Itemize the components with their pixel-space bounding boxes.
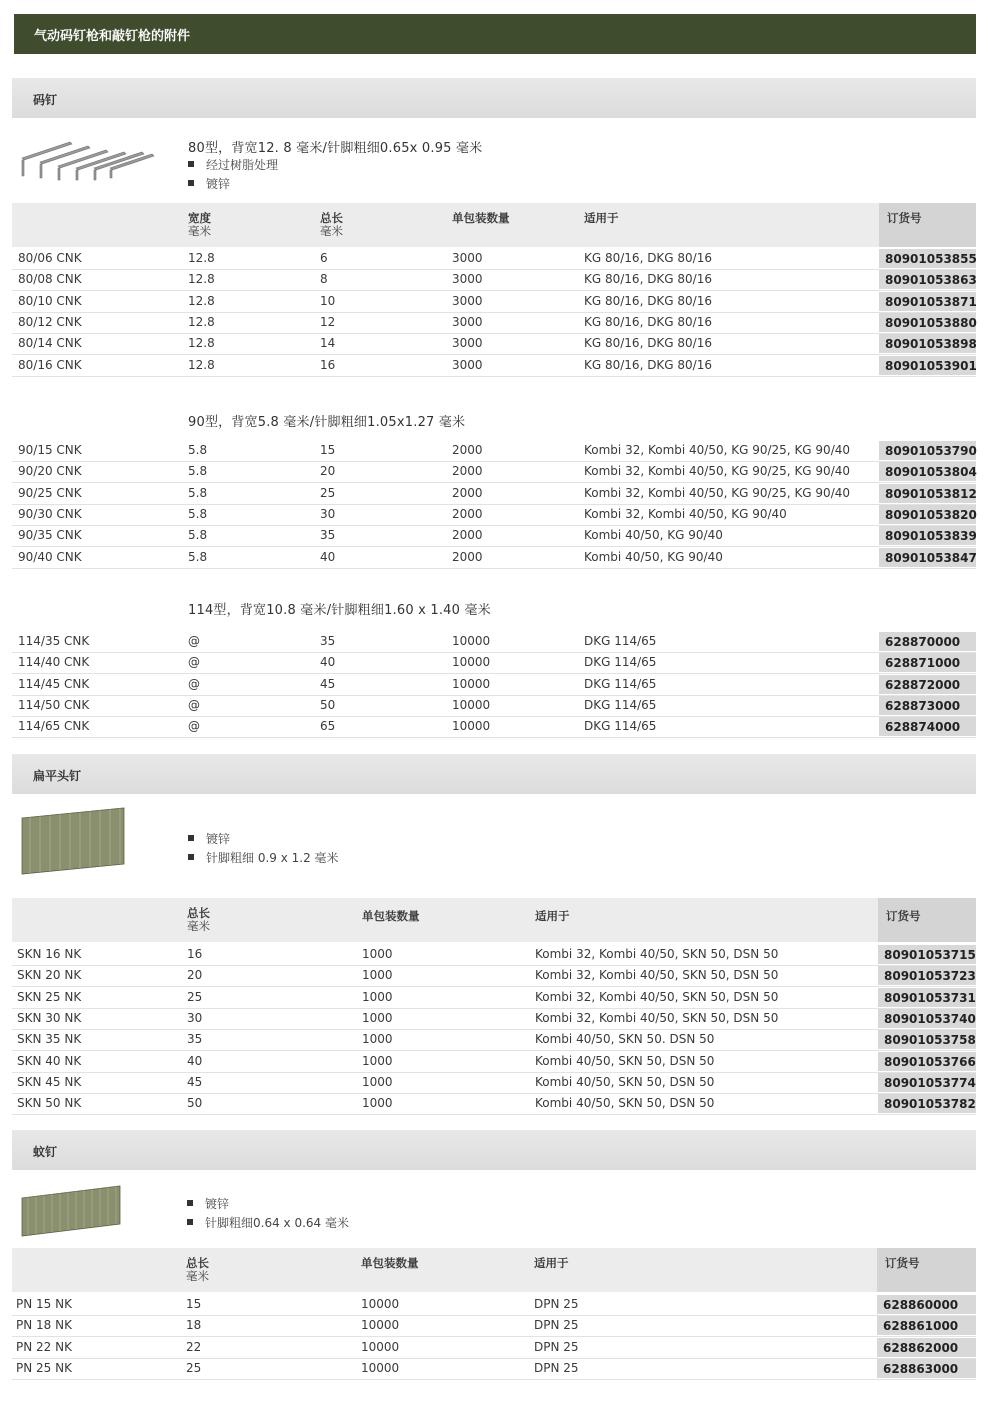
table-row <box>12 1093 976 1115</box>
col-header-width: 宽度 毫米 <box>188 211 211 238</box>
cell-fits: Kombi 32, Kombi 40/50, SKN 50, DSN 50 <box>535 989 779 1004</box>
table-row <box>12 483 976 505</box>
order-number: 80901053774 <box>878 1073 976 1092</box>
order-number: 628861000 <box>877 1316 976 1335</box>
order-number: 80901053790 <box>879 441 976 460</box>
cell-width: 5.8 <box>188 485 208 500</box>
order-number: 80901053839 <box>879 526 976 545</box>
cell-pack: 3000 <box>452 272 483 287</box>
cell-name: 90/40 CNK <box>18 549 82 564</box>
cell-length: 20 <box>187 968 203 983</box>
cell-pack: 3000 <box>452 314 483 329</box>
cell-pack: 10000 <box>452 719 491 734</box>
cell-pack: 1000 <box>362 1096 393 1111</box>
order-number: 628870000 <box>879 632 976 651</box>
table-row <box>12 674 976 696</box>
cell-fits: DKG 114/65 <box>584 697 657 712</box>
cell-fits: KG 80/16, DKG 80/16 <box>584 293 712 308</box>
order-number: 628862000 <box>877 1338 976 1357</box>
brads-bullet <box>188 830 230 847</box>
cell-name: SKN 50 NK <box>17 1096 82 1111</box>
cell-fits: DKG 114/65 <box>584 655 657 670</box>
table-row <box>12 269 976 291</box>
order-number: 80901053740 <box>878 1009 976 1028</box>
cell-name: 90/25 CNK <box>18 485 82 500</box>
cell-pack: 1000 <box>362 968 393 983</box>
order-number: 80901053758 <box>878 1030 976 1049</box>
cell-width: 12.8 <box>188 336 215 351</box>
col-header-fits: 适用于 <box>535 909 570 923</box>
brads-bullet <box>188 849 339 866</box>
col-header-length: 总长 毫米 <box>320 211 343 238</box>
cell-name: 90/30 CNK <box>18 506 82 521</box>
table-row <box>12 312 976 334</box>
order-number: 628871000 <box>879 653 976 672</box>
cell-fits: Kombi 40/50, KG 90/40 <box>584 528 723 543</box>
cell-fits: KG 80/16, DKG 80/16 <box>584 357 712 372</box>
order-number: 80901053880 <box>879 313 976 332</box>
cell-pack: 10000 <box>452 697 491 712</box>
table-row <box>12 716 976 738</box>
cell-width: 5.8 <box>188 506 208 521</box>
table-row <box>12 1294 976 1316</box>
bullet-icon <box>188 854 194 860</box>
cell-length: 10 <box>320 293 336 308</box>
cell-length: 14 <box>320 336 336 351</box>
table-row <box>12 547 976 569</box>
cell-length: 18 <box>186 1318 202 1333</box>
cell-length: 16 <box>187 947 203 961</box>
cell-pack: 2000 <box>452 528 483 543</box>
cell-name: 80/16 CNK <box>18 357 82 372</box>
cell-pack: 10000 <box>361 1318 400 1333</box>
cell-width: 12.8 <box>188 357 215 372</box>
cell-name: 80/06 CNK <box>18 251 82 265</box>
col-header-length: 总长 毫米 <box>187 906 210 933</box>
cell-length: 16 <box>320 357 336 372</box>
cell-pack: 1000 <box>362 1032 393 1047</box>
table-row <box>12 504 976 526</box>
cell-length: 40 <box>320 655 336 670</box>
cell-fits: Kombi 40/50, SKN 50, DSN 50 <box>535 1053 715 1068</box>
table-row <box>12 652 976 674</box>
order-number: 628863000 <box>877 1359 976 1378</box>
cell-length: 25 <box>320 485 336 500</box>
cell-fits: Kombi 32, Kombi 40/50, KG 90/25, KG 90/40 <box>584 485 851 500</box>
table-row <box>12 1072 976 1094</box>
order-number: 80901053804 <box>879 462 976 481</box>
cell-length: 45 <box>187 1074 203 1089</box>
cell-pack: 1000 <box>362 947 393 961</box>
cell-name: 80/08 CNK <box>18 272 82 287</box>
cell-fits: Kombi 32, Kombi 40/50, KG 90/25, KG 90/40 <box>584 443 851 457</box>
order-number: 80901053898 <box>879 334 976 353</box>
order-header-bg <box>877 1248 976 1292</box>
table-row <box>12 525 976 547</box>
order-number: 80901053812 <box>879 484 976 503</box>
cell-length: 50 <box>320 697 336 712</box>
cell-fits: DKG 114/65 <box>584 719 657 734</box>
order-number: 628874000 <box>879 717 976 736</box>
cell-pack: 1000 <box>362 1010 393 1025</box>
cell-fits: Kombi 32, Kombi 40/50, SKN 50, DSN 50 <box>535 1010 779 1025</box>
cell-width: @ <box>188 634 200 648</box>
cell-length: 8 <box>320 272 328 287</box>
cell-length: 22 <box>186 1339 202 1354</box>
bullet-icon <box>188 835 194 841</box>
cell-width: 5.8 <box>188 549 208 564</box>
col-header-order: 订货号 <box>887 211 922 225</box>
cell-pack: 2000 <box>452 443 483 457</box>
table-row <box>12 1358 976 1380</box>
cell-fits: KG 80/16, DKG 80/16 <box>584 272 712 287</box>
table-row <box>12 461 976 483</box>
cell-width: @ <box>188 697 200 712</box>
cell-name: 114/35 CNK <box>18 634 90 648</box>
cell-width: 5.8 <box>188 443 208 457</box>
cell-width: 5.8 <box>188 528 208 543</box>
col-header-pack: 单包装数量 <box>361 1256 419 1270</box>
cell-length: 15 <box>186 1297 202 1311</box>
cell-fits: Kombi 40/50, SKN 50, DSN 50 <box>535 1096 715 1111</box>
cell-length: 35 <box>320 634 336 648</box>
table-row <box>12 695 976 717</box>
col-header-pack: 单包装数量 <box>362 909 420 923</box>
order-number: 628860000 <box>877 1295 976 1314</box>
cell-name: PN 18 NK <box>16 1318 72 1333</box>
section-title-brads: 扁平头钉 <box>12 754 976 794</box>
bullet-text: 镀锌 <box>206 177 231 191</box>
group-114-heading: 114型，背宽10.8 毫米/针脚粗细1.60 x 1.40 毫米 <box>188 603 491 618</box>
cell-fits: DPN 25 <box>534 1360 579 1375</box>
cell-name: SKN 40 NK <box>17 1053 82 1068</box>
order-number: 80901053863 <box>879 270 976 289</box>
cell-fits: Kombi 32, Kombi 40/50, KG 90/25, KG 90/40 <box>584 464 851 479</box>
section-title-pins: 蚊钉 <box>12 1130 976 1170</box>
cell-name: PN 25 NK <box>16 1360 72 1375</box>
table-row <box>12 1051 976 1073</box>
cell-length: 40 <box>320 549 336 564</box>
brads-product-image <box>20 806 128 876</box>
order-number: 628872000 <box>879 675 976 694</box>
cell-fits: KG 80/16, DKG 80/16 <box>584 251 712 265</box>
order-number: 80901053847 <box>879 548 976 567</box>
cell-pack: 1000 <box>362 1074 393 1089</box>
cell-name: 90/15 CNK <box>18 443 82 457</box>
cell-name: SKN 30 NK <box>17 1010 82 1025</box>
cell-name: PN 22 NK <box>16 1339 72 1354</box>
table-row <box>12 1008 976 1030</box>
cell-pack: 10000 <box>452 634 491 648</box>
cell-length: 30 <box>187 1010 203 1025</box>
cell-pack: 2000 <box>452 549 483 564</box>
cell-pack: 10000 <box>452 655 491 670</box>
cell-fits: DPN 25 <box>534 1339 579 1354</box>
bullet-text: 镀锌 <box>206 832 231 846</box>
cell-name: 114/65 CNK <box>18 719 90 734</box>
order-number: 80901053715 <box>878 945 976 964</box>
cell-fits: KG 80/16, DKG 80/16 <box>584 314 712 329</box>
cell-name: 90/35 CNK <box>18 528 82 543</box>
cell-name: 90/20 CNK <box>18 464 82 479</box>
cell-fits: DKG 114/65 <box>584 634 657 648</box>
cell-length: 20 <box>320 464 336 479</box>
col-header-pack: 单包装数量 <box>452 211 510 225</box>
cell-fits: KG 80/16, DKG 80/16 <box>584 336 712 351</box>
cell-fits: Kombi 32, Kombi 40/50, SKN 50, DSN 50 <box>535 947 779 961</box>
order-number: 80901053731 <box>878 988 976 1007</box>
group-80-heading: 80型，背宽12. 8 毫米/针脚粗细0.65x 0.95 毫米 <box>188 141 483 156</box>
table-row <box>12 965 976 987</box>
cell-width: 12.8 <box>188 314 215 329</box>
cell-name: SKN 45 NK <box>17 1074 82 1089</box>
bullet-icon <box>187 1219 193 1225</box>
cell-pack: 10000 <box>361 1360 400 1375</box>
cell-name: PN 15 NK <box>16 1297 72 1311</box>
table-row <box>12 1315 976 1337</box>
cell-fits: Kombi 40/50, SKN 50, DSN 50 <box>535 1074 715 1089</box>
pins-product-image <box>20 1184 124 1238</box>
cell-name: SKN 16 NK <box>17 947 82 961</box>
cell-fits: DPN 25 <box>534 1297 579 1311</box>
bullet-icon <box>187 1200 193 1206</box>
table-row <box>12 944 976 966</box>
cell-length: 65 <box>320 719 336 734</box>
cell-fits: Kombi 32, Kombi 40/50, KG 90/40 <box>584 506 787 521</box>
cell-length: 35 <box>187 1032 203 1047</box>
cell-width: @ <box>188 676 200 691</box>
cell-width: 5.8 <box>188 464 208 479</box>
cell-length: 35 <box>320 528 336 543</box>
order-number: 80901053871 <box>879 292 976 311</box>
cell-fits: DKG 114/65 <box>584 676 657 691</box>
order-header-bg <box>879 203 976 247</box>
cell-pack: 2000 <box>452 485 483 500</box>
cell-length: 25 <box>187 989 203 1004</box>
cell-pack: 10000 <box>361 1297 400 1311</box>
page-banner: 气动码钉枪和敲钉枪的附件 <box>14 14 976 54</box>
col-header-fits: 适用于 <box>534 1256 569 1270</box>
bullet-text: 针脚粗细0.64 x 0.64 毫米 <box>205 1216 349 1230</box>
cell-name: 80/14 CNK <box>18 336 82 351</box>
pins-bullet <box>187 1195 229 1212</box>
table-row <box>12 291 976 313</box>
cell-name: 114/50 CNK <box>18 697 90 712</box>
bullet-icon <box>188 180 194 186</box>
cell-name: 80/10 CNK <box>18 293 82 308</box>
cell-length: 50 <box>187 1096 203 1111</box>
bullet-text: 镀锌 <box>205 1197 230 1211</box>
cell-name: SKN 25 NK <box>17 989 82 1004</box>
group-80-bullet <box>188 175 230 192</box>
pins-bullet <box>187 1214 349 1231</box>
cell-length: 30 <box>320 506 336 521</box>
cell-pack: 3000 <box>452 251 483 265</box>
cell-pack: 1000 <box>362 989 393 1004</box>
cell-fits: DPN 25 <box>534 1318 579 1333</box>
bullet-text: 针脚粗细 0.9 x 1.2 毫米 <box>206 851 339 865</box>
cell-name: 114/40 CNK <box>18 655 90 670</box>
brads-table-header <box>12 898 976 942</box>
cell-name: SKN 35 NK <box>17 1032 82 1047</box>
col-header-fits: 适用于 <box>584 211 619 225</box>
cell-fits: Kombi 32, Kombi 40/50, SKN 50, DSN 50 <box>535 968 779 983</box>
table-row <box>12 987 976 1009</box>
order-number: 80901053782 <box>878 1094 976 1113</box>
table-row <box>12 355 976 377</box>
order-number: 628873000 <box>879 696 976 715</box>
cell-pack: 3000 <box>452 336 483 351</box>
cell-width: 12.8 <box>188 272 215 287</box>
col-header-length: 总长 毫米 <box>186 1256 209 1283</box>
cell-width: @ <box>188 655 200 670</box>
col-header-order: 订货号 <box>886 909 921 923</box>
staples-table-header <box>12 203 976 247</box>
order-number: 80901053820 <box>879 505 976 524</box>
bullet-text: 经过树脂处理 <box>206 158 279 172</box>
cell-width: 12.8 <box>188 293 215 308</box>
cell-name: 114/45 CNK <box>18 676 90 691</box>
cell-pack: 2000 <box>452 464 483 479</box>
group-80-bullet <box>188 156 278 173</box>
order-number: 80901053723 <box>878 966 976 985</box>
cell-width: 12.8 <box>188 251 215 265</box>
cell-length: 6 <box>320 251 328 265</box>
pins-table-header <box>12 1248 976 1292</box>
table-row <box>12 333 976 355</box>
cell-length: 40 <box>187 1053 203 1068</box>
cell-name: SKN 20 NK <box>17 968 82 983</box>
group-90-heading: 90型，背宽5.8 毫米/针脚粗细1.05x1.27 毫米 <box>188 415 466 430</box>
section-title-staples: 码钉 <box>12 78 976 118</box>
cell-length: 15 <box>320 443 336 457</box>
cell-length: 25 <box>186 1360 202 1375</box>
cell-pack: 3000 <box>452 293 483 308</box>
table-row <box>12 631 976 653</box>
cell-pack: 10000 <box>452 676 491 691</box>
staples-product-image <box>20 138 155 183</box>
cell-length: 45 <box>320 676 336 691</box>
table-row <box>12 248 976 270</box>
cell-width: @ <box>188 719 200 734</box>
table-row <box>12 440 976 462</box>
order-number: 80901053766 <box>878 1052 976 1071</box>
table-row <box>12 1337 976 1359</box>
order-number: 80901053855 <box>879 249 976 268</box>
cell-pack: 10000 <box>361 1339 400 1354</box>
cell-pack: 1000 <box>362 1053 393 1068</box>
table-row <box>12 1029 976 1051</box>
cell-fits: Kombi 40/50, KG 90/40 <box>584 549 723 564</box>
cell-fits: Kombi 40/50, SKN 50. DSN 50 <box>535 1032 715 1047</box>
bullet-icon <box>188 161 194 167</box>
cell-name: 80/12 CNK <box>18 314 82 329</box>
cell-pack: 2000 <box>452 506 483 521</box>
cell-pack: 3000 <box>452 357 483 372</box>
col-header-order: 订货号 <box>885 1256 920 1270</box>
order-number: 80901053901 <box>879 356 976 375</box>
cell-length: 12 <box>320 314 336 329</box>
